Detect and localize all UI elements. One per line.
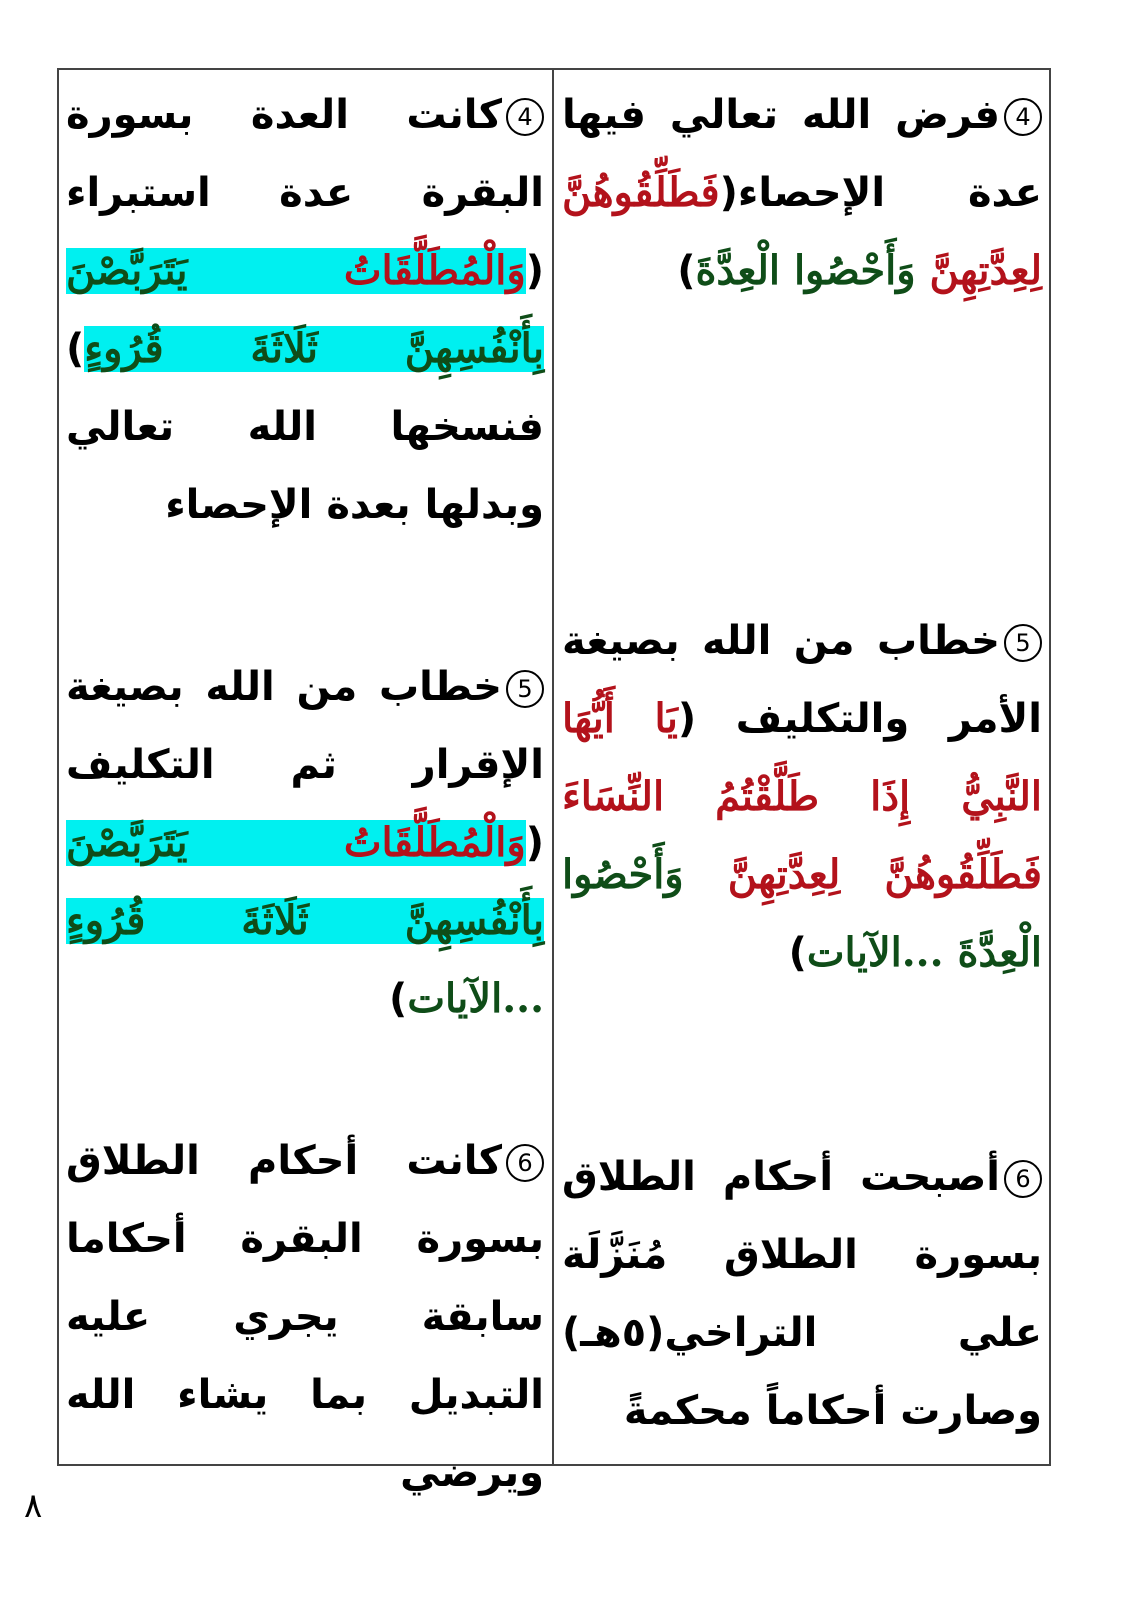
left-row-4-text: كانت العدة بسورة البقرة عدة استبراء ( bbox=[66, 92, 544, 294]
left-row-5-quran-red: وَالْمُطَلَّقَاتُ bbox=[343, 819, 526, 866]
right-row-4 bbox=[562, 76, 1042, 310]
circled-number-5: 5 bbox=[1004, 624, 1042, 662]
circled-number-4: 4 bbox=[506, 98, 544, 136]
right-row-5-quran-green: وَأَحْصُوا الْعِدَّةَ ...الآيات bbox=[562, 851, 1042, 976]
right-row-4-text: فرض الله تعالي فيها عدة الإحصاء( bbox=[562, 92, 1042, 216]
left-row-4-quran-red: وَالْمُطَلَّقَاتُ bbox=[343, 247, 526, 294]
left-row-4 bbox=[66, 76, 544, 544]
right-row-6 bbox=[562, 1138, 1042, 1450]
column-divider bbox=[552, 68, 554, 1466]
right-row-6-text: أصبحت أحكام الطلاق بسورة الطلاق مُنَزَّلَة علي التراخي(٥هـ) وصارت أحكاماً محكمةً bbox=[562, 1154, 1042, 1434]
right-row-4-quran-red: فَطَلِّقُوهُنَّ لِعِدَّتِهِنَّ bbox=[562, 169, 1042, 294]
left-row-5-quran-green-2: ...الآيات bbox=[407, 975, 544, 1022]
left-row-6 bbox=[66, 1122, 544, 1512]
right-row-5-close: ) bbox=[788, 930, 807, 976]
right-row-4-close: ) bbox=[677, 248, 696, 294]
right-row-5-quran-red: يَا أَيُّهَا النَّبِيُّ إِذَا طَلَّقْتُمُ النِّسَاءَ فَطَلِّقُوهُنَّ لِعِدَّتِهِنَّ bbox=[562, 695, 1042, 898]
page-number: ٨ bbox=[24, 1486, 43, 1526]
circled-number-5: 5 bbox=[506, 670, 544, 708]
left-row-5-close: ) bbox=[389, 976, 408, 1022]
circled-number-4: 4 bbox=[1004, 98, 1042, 136]
left-row-5-text: خطاب من الله بصيغة الإقرار ثم التكليف ( bbox=[66, 664, 544, 866]
left-row-5-quran-green: يَتَرَبَّصْنَ بِأَنْفُسِهِنَّ ثَلَاثَةَ قُرُوءٍ bbox=[66, 819, 544, 944]
left-row-6-text: كانت أحكام الطلاق بسورة البقرة أحكاما سابقة يجري عليه التبديل بما يشاء الله ويرضي bbox=[66, 1138, 544, 1496]
right-row-5 bbox=[562, 602, 1042, 992]
right-row-5-text: خطاب من الله بصيغة الأمر والتكليف ( bbox=[562, 618, 1042, 742]
left-row-4-text-2: فنسخها الله تعالي وبدلها بعدة الإحصاء bbox=[66, 404, 544, 528]
left-row-5 bbox=[66, 648, 544, 1038]
circled-number-6: 6 bbox=[1004, 1160, 1042, 1198]
left-row-4-quran-green: يَتَرَبَّصْنَ بِأَنْفُسِهِنَّ ثَلَاثَةَ قُرُوءٍ bbox=[66, 247, 544, 372]
right-row-4-quran-green: وَأَحْصُوا الْعِدَّةَ bbox=[695, 247, 930, 294]
left-row-4-close: ) bbox=[66, 326, 85, 372]
circled-number-6: 6 bbox=[506, 1144, 544, 1182]
